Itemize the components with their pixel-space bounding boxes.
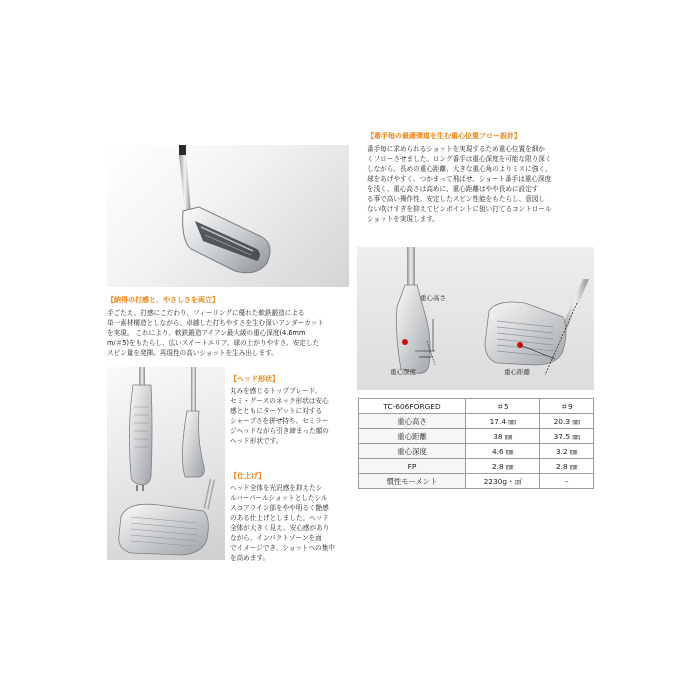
section-flow-line: ない吹けすぎを抑えてピンポイントに狙い打てるコントロール xyxy=(367,205,552,213)
section-hero-line: 単一素材構造としながら、卓越した打ちやすさを生む深いアンダーカット xyxy=(107,319,324,327)
section-flow-line: ショットを実現します。 xyxy=(367,215,439,223)
spec-row-label: 重心深度 xyxy=(359,444,466,459)
section-finish-title: 【仕上げ】 xyxy=(230,472,265,480)
section-head-line: セミ・グースのネック形状は安心 xyxy=(230,397,329,405)
section-head-line: シャープさを併せ持ち、セミラー xyxy=(230,417,329,425)
section-flow-line: を浅く、重心高さは高めに、重心距離はやや長めに設定す xyxy=(367,185,539,193)
section-finish-line: ルバーパールショットとしたシル xyxy=(230,494,328,502)
table-row xyxy=(359,429,594,444)
section-head-body xyxy=(230,386,360,446)
section-finish-body xyxy=(230,483,360,563)
section-hero-title: 【納得の打感と、やさしさを両立】 xyxy=(107,296,219,304)
section-head-title: 【ヘッド形状】 xyxy=(230,375,279,383)
section-hero-body xyxy=(107,308,357,358)
callout-cog-depth: 重心深度 xyxy=(390,368,416,376)
hero-iron-illustration xyxy=(107,145,349,287)
section-flow-body xyxy=(367,144,595,224)
spec-cell: – xyxy=(540,474,594,489)
section-hero-line: m/＃5)をもたらし、広いスイートエリア、球の上がりやすさ、安定した xyxy=(107,339,320,347)
hero-iron-photo xyxy=(107,145,349,287)
table-row xyxy=(359,474,594,489)
spec-cell: 2.8 ㎜ xyxy=(540,459,594,474)
spec-cell: 37.5 ㎜ xyxy=(540,429,594,444)
spec-model-name: TC-606FORGED xyxy=(359,399,466,414)
head-views-illustration xyxy=(107,367,225,560)
section-flow-line: 球をあげやすく、つかまって飛ばせ、ショート番手は重心深度 xyxy=(367,175,552,183)
section-flow-line: る事で高い操作性、安定したスピン性能をもたらし、意図し xyxy=(367,195,546,203)
section-finish xyxy=(230,471,360,563)
callout-cog-height: 重心高さ xyxy=(420,294,446,302)
head-views-photo xyxy=(107,367,225,560)
table-row xyxy=(359,444,594,459)
section-finish-line: でイメージでき、ショットへの集中 xyxy=(230,544,335,552)
spec-cell: 2.8 ㎜ xyxy=(466,459,540,474)
section-finish-line: のある仕上げとしました。ヘッド xyxy=(230,514,329,522)
spec-row-label: 重心距離 xyxy=(359,429,466,444)
spec-row-label: 重心高さ xyxy=(359,414,466,429)
section-hero-line: スピン量を発揮。再現性の高いショットを生み出します。 xyxy=(107,349,278,357)
section-finish-line: ヘッド全体を光沢感を抑えたシ xyxy=(230,484,323,492)
section-finish-line: ながら、インパクトゾーンを面 xyxy=(230,534,322,542)
section-finish-line: を高めます。 xyxy=(230,554,270,562)
spec-table-header xyxy=(359,399,594,414)
spec-cell: 20.3 ㎜ xyxy=(540,414,594,429)
cog-marker-side xyxy=(402,339,408,345)
section-finish-line: 全体が大きく見え、安心感があり xyxy=(230,524,330,532)
table-row xyxy=(359,414,594,429)
callout-cog-distance: 重心距離 xyxy=(504,368,530,376)
spec-col-header: ＃9 xyxy=(540,399,594,414)
section-flow-title: 【番手毎の最適弾道を生む重心位置フロー設計】 xyxy=(367,132,521,140)
spec-cell: 4.6 ㎜ xyxy=(466,444,540,459)
table-row xyxy=(359,459,594,474)
section-hero-line: 手ごたえ、打感にこだわり、フィーリングに優れた軟鉄鍛造による xyxy=(107,309,305,317)
section-head xyxy=(230,374,360,446)
section-head-line: 感とともにターゲットに対する xyxy=(230,407,323,415)
section-flow-line: くフローさせました。ロング番手は重心深度を可能な限り深く xyxy=(367,155,552,163)
section-head-line: ジヘッドながら引き締まった顔の xyxy=(230,427,329,435)
section-finish-line: スコアライン部をやや明るく艶感 xyxy=(230,504,329,512)
cog-diagram-panel xyxy=(357,247,594,390)
section-flow-line: しながら、長めの重心距離、大きな重心角のよりミスに強く、 xyxy=(367,165,552,173)
spec-cell: 17.4 ㎜ xyxy=(466,414,540,429)
spec-cell: 38 ㎜ xyxy=(466,429,540,444)
spec-cell: 3.2 ㎜ xyxy=(540,444,594,459)
section-flow-line: 番手毎に求められるショットを実現するため重心位置を細か xyxy=(367,145,545,153)
spec-row-label: 慣性モーメント xyxy=(359,474,466,489)
section-hero xyxy=(107,295,357,358)
spec-table xyxy=(358,398,594,489)
section-hero-line: を実現。 これにより、軟鉄鍛造アイアン最大級の重心深度(4.6mm xyxy=(107,329,306,337)
section-head-line: 丸みを感じるトップブレード、 xyxy=(230,387,322,395)
spec-cell: 2230g・㎠ xyxy=(466,474,540,489)
section-flow xyxy=(367,131,595,224)
section-head-line: ヘッド形状です。 xyxy=(230,437,283,445)
spec-col-header: ＃5 xyxy=(466,399,540,414)
spec-row-label: FP xyxy=(359,459,466,474)
